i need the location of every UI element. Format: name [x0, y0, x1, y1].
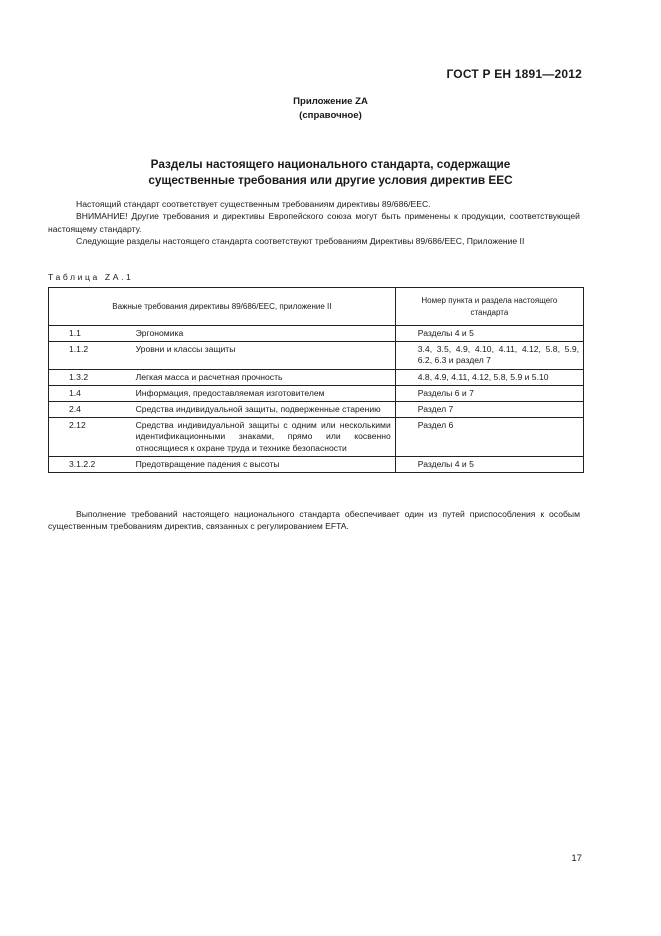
annex-heading	[0, 95, 661, 123]
standard-reference: Разделы 4 и 5	[395, 326, 583, 342]
requirement-description: Средства индивидуальной защиты с одним или несколькими идентификационными знаками, прямо или косвенно относящиеся к охране труда и технике безопасности	[126, 418, 396, 457]
standard-reference: Раздел 7	[395, 402, 583, 418]
table-row	[49, 402, 584, 418]
standard-code: ГОСТ Р ЕН 1891—2012	[446, 67, 582, 81]
intro-paragraph: Следующие разделы настоящего стандарта соответствуют требованиям Директивы 89/686/EEC, Приложение II	[76, 236, 525, 247]
table-row	[49, 326, 584, 342]
requirement-number: 1.4	[49, 385, 126, 401]
requirement-number: 2.12	[49, 418, 126, 457]
table-row	[49, 369, 584, 385]
requirement-description: Средства индивидуальной защиты, подверженные старению	[126, 402, 396, 418]
table-row	[49, 385, 584, 401]
requirement-number: 1.1.2	[49, 342, 126, 369]
requirement-description: Эргономика	[126, 326, 396, 342]
requirement-number: 1.3.2	[49, 369, 126, 385]
section-title-line-2: существенные требования или другие условия директив EEC	[148, 173, 513, 187]
table-row	[49, 342, 584, 369]
requirement-description: Информация, предоставляемая изготовителем	[126, 385, 396, 401]
closing-paragraph: Выполнение требований настоящего национального стандарта обеспечивает один из путей приспособления к особым существенным требованиям директив, связанных с регулированием EFTA.	[48, 509, 580, 532]
table-header-row	[49, 288, 584, 326]
header-sections: Номер пункта и раздела настоящего стандарта	[395, 288, 583, 326]
annex-note: (справочное)	[299, 110, 362, 121]
closing-text	[48, 508, 580, 533]
requirements-table	[48, 287, 584, 473]
requirement-description: Уровни и классы защиты	[126, 342, 396, 369]
table-row	[49, 418, 584, 457]
standard-reference: 3.4, 3.5, 4.9, 4.10, 4.11, 4.12, 5.8, 5.9, 6.2, 6.3 и раздел 7	[395, 342, 583, 369]
requirement-description: Предотвращение падения с высоты	[126, 456, 396, 472]
table-row	[49, 456, 584, 472]
intro-paragraph: Настоящий стандарт соответствует существенным требованиям директивы 89/686/EEC.	[76, 199, 431, 209]
requirement-description: Легкая масса и расчетная прочность	[126, 369, 396, 385]
intro-paragraph: ВНИМАНИЕ! Другие требования и директивы Европейского союза могут быть применены к продукции, соответствующей настоящему стандарту.	[48, 211, 580, 234]
section-title-line-1: Разделы настоящего национального стандарта, содержащие	[150, 157, 511, 171]
intro-text	[48, 198, 580, 248]
annex-title: Приложение ZA	[293, 96, 368, 107]
standard-reference: Раздел 6	[395, 418, 583, 457]
header-requirements: Важные требования директивы 89/686/EEC, приложение II	[49, 288, 396, 326]
requirement-number: 3.1.2.2	[49, 456, 126, 472]
table-caption: Таблица ZA.1	[48, 272, 134, 282]
requirement-number: 2.4	[49, 402, 126, 418]
section-title	[0, 156, 661, 188]
requirement-number: 1.1	[49, 326, 126, 342]
standard-reference: 4.8, 4.9, 4.11, 4.12, 5.8, 5.9 и 5.10	[395, 369, 583, 385]
standard-reference: Разделы 4 и 5	[395, 456, 583, 472]
standard-reference: Разделы 6 и 7	[395, 385, 583, 401]
page-number: 17	[571, 853, 582, 864]
